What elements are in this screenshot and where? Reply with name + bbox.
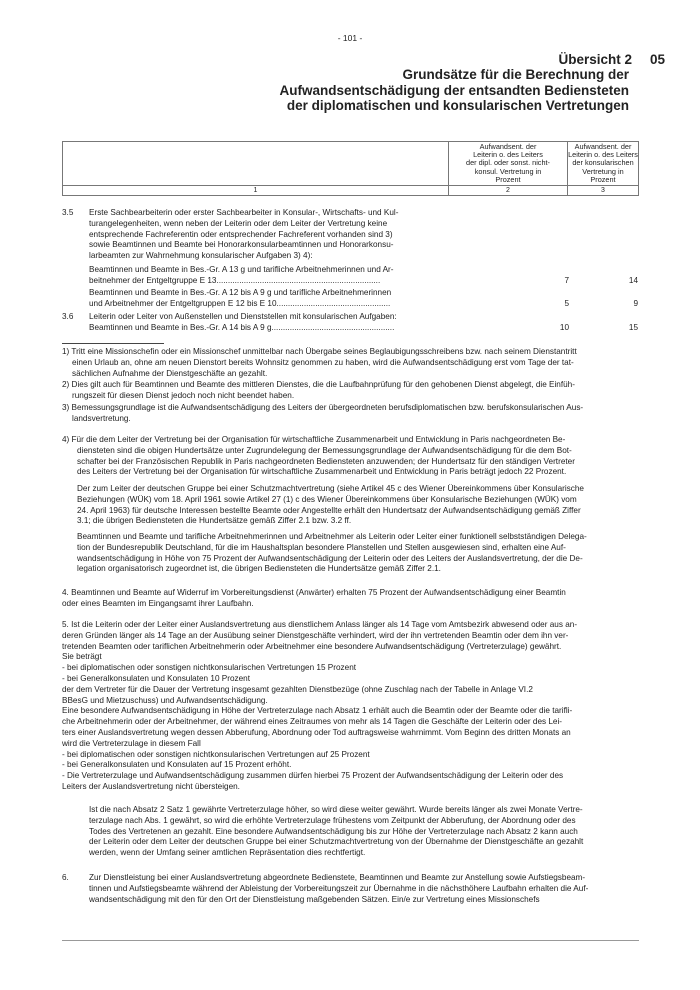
- header-text: konsul. Vertretung in: [474, 166, 542, 176]
- header-cell-3: [568, 142, 639, 186]
- text-line: 2) Dies gilt auch für Beamtinnen und Beamte des mittleren Dienstes, die die Laufbahnprüfung für den gehobenen Dienst abgelegt, die Einfüh-: [62, 380, 575, 389]
- title-line: Grundsätze für die Berechnung der: [402, 67, 629, 82]
- text-line: sowie Beamtinnen und Beamte bei Honorarkonsularbeamtinnen und Honorarkonsu-: [89, 240, 394, 250]
- bottom-rule: [62, 940, 639, 941]
- text-line: Leiters der Auslandsvertretung nicht übersteigen.: [62, 781, 240, 791]
- text-line: - Die Vertreterzulage und Aufwandsentschädigung zusammen dürfen hierbei 75 Prozent der Aufwandsentschädigung der Leiterin oder des: [62, 771, 564, 781]
- text-line: werden, wenn der Umfang seiner amtlichen Repräsentation dies rechtfertigt.: [89, 848, 366, 858]
- text-line: landsvertretung.: [72, 413, 131, 423]
- header-text: Vertretung in: [582, 166, 624, 176]
- value-col2: 10: [559, 323, 569, 332]
- row-3-6-text: [89, 312, 397, 334]
- overview-label: Übersicht 2: [558, 52, 632, 67]
- text-line: der Leiterin oder dem Leiter der deutschen Gruppe bei einer Schutzmachtvertretung von der Übernahme der Dienstgeschäfte an gezahlt: [89, 837, 584, 847]
- text-line: - bei Generalkonsulaten und Konsulaten 10 Prozent: [62, 673, 250, 683]
- footnote-4-paragraph-3: [77, 532, 587, 575]
- text-line: Eine besondere Aufwandsentschädigung in Höhe der Vertreterzulage nach Absatz 1 erhält auch die Beamtin oder der Beamte oder die tarifli-: [62, 706, 573, 716]
- text-line: des Leiters der Vertretung bei der Organisation für wirtschaftliche Zusammenarbeit und Entwicklung in Paris beträgt jedoch 22 Prozent.: [77, 467, 567, 477]
- text-line: beitnehmer der Entgeltgruppe E 13........................................................................: [89, 275, 381, 285]
- text-line: tretenden Beamten oder tariflichen Arbeitnehmerin oder Arbeitnehmer eine besondere Aufwandsentschädigung (Vertreterzulage) gewährt.: [62, 641, 562, 651]
- text-line: entsprechende Fachreferentin oder entsprechender Fachreferent vorhanden sind 3): [89, 229, 393, 239]
- text-line: diensteten sind die obigen Hundertsätze unter Zugrundelegung der Bemessungsgrundlage der Aufwandsentschädigung für die dem Bot-: [77, 445, 572, 455]
- value-col3: 15: [628, 323, 638, 332]
- header-text: Aufwandsent. der: [479, 141, 537, 151]
- paragraph-4: [62, 588, 566, 610]
- value-col2: 7: [564, 276, 569, 285]
- text-line: che Arbeitnehmerin oder der Arbeitnehmer, der während eines Zeitraumes von mehr als 14 Tagen die Geschäfte der Leiterin oder des Lei-: [62, 717, 563, 727]
- text-line: 4) Für die dem Leiter der Vertretung bei der Organisation für wirtschaftliche Zusammenarbeit und Entwicklung in Paris nachgeordneten Be-: [62, 435, 566, 444]
- header-cell-1: [63, 142, 449, 186]
- column-number: 3: [568, 186, 639, 196]
- value-col3: 14: [628, 276, 638, 285]
- text-line: - bei Generalkonsulaten und Konsulaten auf 15 Prozent erhöht.: [62, 760, 292, 770]
- text-line: 4. Beamtinnen und Beamte auf Widerruf im Vorbereitungsdienst (Anwärter) erhalten 75 Prozent der Aufwandsentschädigung einer Beamtin: [62, 588, 566, 597]
- footnote-1: [62, 347, 577, 379]
- text-line: deren Gründen länger als 14 Tage an der Ausübung seiner Dienstgeschäfte verhindert, wird der ihn vertretenden Beamtin oder dem ihn ver-: [62, 630, 569, 640]
- column-number: 1: [63, 186, 449, 196]
- footnote-4-paragraph-2: [77, 484, 584, 527]
- text-line: wird die Vertreterzulage in diesem Fall: [62, 738, 201, 748]
- header-text: der dipl. oder sonst. nicht-: [466, 158, 550, 168]
- text-line: Beamtinnen und Beamte in Bes.-Gr. A 14 bis A 9 g......................................................: [89, 322, 395, 332]
- row-3-5-a-text: [89, 265, 394, 287]
- text-line: einen Urlaub an, ohne am neuen Dienstort bereits Wohnsitz genommen zu haben, wird die Aufwandsentschädigung erst vom Tage der tat-: [72, 357, 574, 367]
- header-text: Aufwandsent. der: [574, 141, 632, 151]
- row-number: 3.6: [62, 312, 74, 321]
- footnote-2: [62, 380, 575, 402]
- text-line: Beamtinnen und Beamte in Bes.-Gr. A 12 bis A 9 g und tarifliche Arbeitnehmerinnen: [89, 288, 392, 297]
- text-line: - bei diplomatischen oder sonstigen nichtkonsularischen Vertretungen auf 25 Prozent: [62, 749, 370, 759]
- paragraph-6-number: 6.: [62, 873, 69, 882]
- text-line: legation organisatorisch zugeordnet ist, die übrigen Bediensteten die Hundertsätze gemäß Ziffer 2.1.: [77, 564, 441, 574]
- title-line: der diplomatischen und konsularischen Vertretungen: [286, 98, 629, 113]
- text-line: sächlichen Aufnahme der Dienstgeschäfte an gezahlt.: [72, 368, 268, 378]
- text-line: BBesG und Mietzuschuss) und Aufwandsentschädigung.: [62, 695, 268, 705]
- text-line: wandsentschädigung mit den für den Ort der Dienstleistung maßgebenden Sätzen. Ein/e zur Vertretung eines Missionschefs: [89, 894, 540, 904]
- text-line: Ist die nach Absatz 2 Satz 1 gewährte Vertreterzulage höher, so wird diese weiter gewährt. Wurde bereits länger als zwei Monate Vertre-: [89, 805, 583, 814]
- text-line: Beziehungen (WÜK) vom 18. April 1961 sowie Artikel 27 (1) c des Wiener Übereinkommens über Konsularische Beziehungen (WÜK) vom: [77, 494, 577, 504]
- row-3-5-text: [89, 208, 398, 262]
- text-line: terzulage nach Abs. 1 gewährt, so wird die erhöhte Vertreterzulage frühestens vom Zeitpunkt der Abberufung, der Abordnung oder des: [89, 815, 576, 825]
- text-line: und Arbeitnehmer der Entgeltgruppen E 12 bis E 10..................................................: [89, 298, 391, 308]
- text-line: Todes des Vertretenen an gezahlt. Eine besondere Aufwandsentschädigung bis zur Höhe der Vertreterzulage nach Absatz 2 kann auch: [89, 826, 578, 836]
- text-line: Erste Sachbearbeiterin oder erster Sachbearbeiter in Konsular-, Wirtschafts- und Kul-: [89, 208, 399, 217]
- footnote-separator: [62, 343, 164, 344]
- paragraph-6: [89, 873, 588, 905]
- text-line: - bei diplomatischen oder sonstigen nichtkonsularischen Vertretungen 15 Prozent: [62, 663, 357, 673]
- column-header-table: [62, 141, 639, 196]
- text-line: Sie beträgt: [62, 652, 102, 662]
- title-line: Aufwandsentschädigung der entsandten Bediensteten: [279, 82, 629, 98]
- text-line: turangelegenheiten, wenn neben der Leiterin oder dem Leiter der Vertretung keine: [89, 218, 388, 228]
- footnote-3: [62, 403, 583, 425]
- header-text: der konsularischen: [572, 158, 634, 168]
- section-code: 05: [650, 52, 666, 67]
- text-line: wandsentschädigung in Höhe von 75 Prozent der Aufwandsentschädigung der Leiterin oder des Leiters der Auslandsvertretung, der die De-: [77, 553, 583, 563]
- document-title: [279, 67, 629, 114]
- text-line: der dem Vertreter für die Dauer der Vertretung insgesamt gezahlten Dienstbezüge (ohne Zuschlag nach der Tabelle in Anlage VI.2: [62, 684, 533, 694]
- text-line: 3.1; die übrigen Bediensteten die Hundertsätze gemäß Ziffer 2.1 bzw. 3.2 ff.: [77, 516, 352, 526]
- page-number: - 101 -: [337, 33, 363, 43]
- column-number: 2: [449, 186, 568, 196]
- text-line: Der zum Leiter der deutschen Gruppe bei einer Schutzmachtvertretung (siehe Artikel 45 c des Wiener Übereinkommens über Konsularische: [77, 484, 584, 493]
- text-line: schafter bei der Französischen Republik in Paris nachgeordneten Bediensteten anzuwenden; der Hundertsatz für den ständigen Vertreter: [77, 456, 575, 466]
- row-3-5-b-text: [89, 288, 391, 310]
- text-line: 5. Ist die Leiterin oder der Leiter einer Auslandsvertretung aus dienstlichem Anlass länger als 14 Tage vom Amtsbezirk abwesend oder aus an-: [62, 620, 578, 629]
- paragraph-5-continuation: [89, 805, 583, 859]
- header-text: Leiterin o. des Leiters: [473, 150, 543, 160]
- footnote-4: [62, 435, 575, 478]
- paragraph-5: [62, 620, 577, 793]
- text-line: ters einer Auslandsvertretung wegen dessen Abberufung, Abordnung oder Tod auftragsweise wahrnimmt. Vom Beginn des dritten Monats an: [62, 727, 571, 737]
- text-line: Zur Dienstleistung bei einer Auslandsvertretung abgeordnete Bedienstete, Beamtinnen und Beamte zur Anstellung sowie Aufstiegsbeam-: [89, 873, 586, 882]
- header-text: Prozent: [495, 174, 521, 184]
- text-line: Beamtinnen und Beamte in Bes.-Gr. A 13 g und tarifliche Arbeitnehmerinnen und Ar-: [89, 265, 394, 274]
- row-number: 3.5: [62, 208, 74, 217]
- value-col3: 9: [633, 299, 638, 308]
- header-cell-2: [449, 142, 568, 186]
- text-line: oder eines Beamten im Eingangsamt ihrer Laufbahn.: [62, 598, 254, 608]
- text-line: Beamtinnen und Beamte und tarifliche Arbeitnehmerinnen und Arbeitnehmer als Leiterin oder Leiter einer funktionell selbstständigen Delega-: [77, 532, 587, 541]
- text-line: 3) Bemessungsgrundlage ist die Aufwandsentschädigung des Leiters der übergeordneten berufsdiplomatischen bzw. berufskonsularischen Aus-: [62, 403, 584, 412]
- text-line: 24. April 1963) für deutsche Interessen bestellte Beamte oder Angestellte erhält den Hundertsatz der Aufwandsentschädigung gemäß Ziffer: [77, 505, 581, 515]
- header-text: Leiterin o. des Leiters: [568, 150, 638, 160]
- text-line: larbeamten zur Wahrnehmung konsularischer Aufgaben 3) 4):: [89, 251, 313, 261]
- header-text: Prozent: [590, 174, 616, 184]
- text-line: tion der Bundesrepublik Deutschland, für die im Haushaltsplan besondere Planstellen und Stellen ausgewiesen sind, erhalten eine Auf-: [77, 542, 566, 552]
- text-line: tinnen und Aufstiegsbeamte während der Ableistung der Vorbereitungszeit zur Übernahme in die nächsthöhere Laufbahn erhalten die Auf-: [89, 883, 589, 893]
- value-col2: 5: [564, 299, 569, 308]
- text-line: Leiterin oder Leiter von Außenstellen und Dienststellen mit konsularischen Aufgaben:: [89, 312, 397, 321]
- text-line: 1) Tritt eine Missionschefin oder ein Missionschef unmittelbar nach Übergabe seines Beglaubigungsschreibens bzw. nach seinem Dienstantritt: [62, 347, 577, 356]
- text-line: rungszeit für diesen Dienst jedoch noch nicht beendet haben.: [72, 390, 295, 400]
